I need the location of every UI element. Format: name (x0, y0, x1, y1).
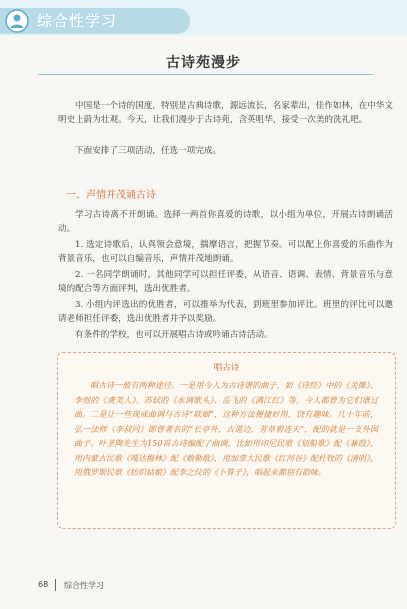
intro-instruction: 下面安排了三项活动，任选一项完成。 (75, 146, 222, 156)
footer-label: 综合性学习 (64, 581, 104, 590)
info-box-title: 唱古诗 (213, 363, 240, 373)
intro-paragraph: 中国是一个诗的国度，特别是古典诗歌，源远流长，名家辈出，佳作如林，在中华文明史上蔚为壮观。今天，让我们漫步于古诗苑，含英咀华，接受一次美的洗礼吧。 (58, 101, 393, 125)
activity-step-3: 3. 小组内评选出的优胜者，可以推举为代表，到班里参加评比。班里的评比可以邀请老师担任评委，选出优胜者并予以奖励。 (58, 300, 393, 324)
info-box-text: 唱古诗一般有两种途径。一是用今人为古诗谱的曲子，如《诗经》中的《关雎》、李煜的《虞美人》、苏轼的《水调歌头》、岳飞的《满江红》等，今人都曾为它们谱过曲。二是让一些现成曲调与古诗“联姻”，这种方法便捷好用，饶有趣味。几十年前，弘一法师（李叔同）即曾著名的“长亭外，古道边，芳草碧连天”，配的就是一支外国曲子。叶圣陶先生为150首古诗编配了曲调，比如用印尼民歌《划船歌》配《蒹葭》，用内蒙古民歌《嘎达梅林》配《敕勒歌》，用加拿大民歌《红河谷》配杜牧的《清明》，用俄罗斯民歌《纺织姑娘》配李之仪的《卜算子》，唱起来都别有韵味。 (74, 381, 378, 477)
info-box (57, 352, 396, 529)
header-title: 综合性学习 (37, 12, 118, 30)
page-number: 68 (38, 580, 49, 589)
section-paragraph: 学习古诗离不开朗诵。选择一两首你喜爱的诗歌，以小组为单位，开展古诗朗诵活动。 (58, 210, 393, 234)
person-icon (5, 9, 29, 33)
activity-step-1: 1. 选定诗歌后，认真领会意境，揣摩语言，把握节奏。可以配上你喜爱的乐曲作为背景音乐，也可以自编音乐，声情并茂地朗诵。 (58, 240, 393, 264)
section-heading: 一、声情并茂诵古诗 (66, 190, 156, 201)
section-note: 有条件的学校，也可以开展唱古诗或吟诵古诗活动。 (75, 330, 273, 340)
activity-step-2: 2. 一名同学朗诵时，其他同学可以担任评委，从语音、语调、表情、背景音乐与意境的配合等方面评判，选出优胜者。 (58, 270, 393, 294)
title-divider (38, 74, 373, 75)
page-title: 古诗苑漫步 (166, 55, 241, 71)
footer-separator (55, 579, 56, 591)
